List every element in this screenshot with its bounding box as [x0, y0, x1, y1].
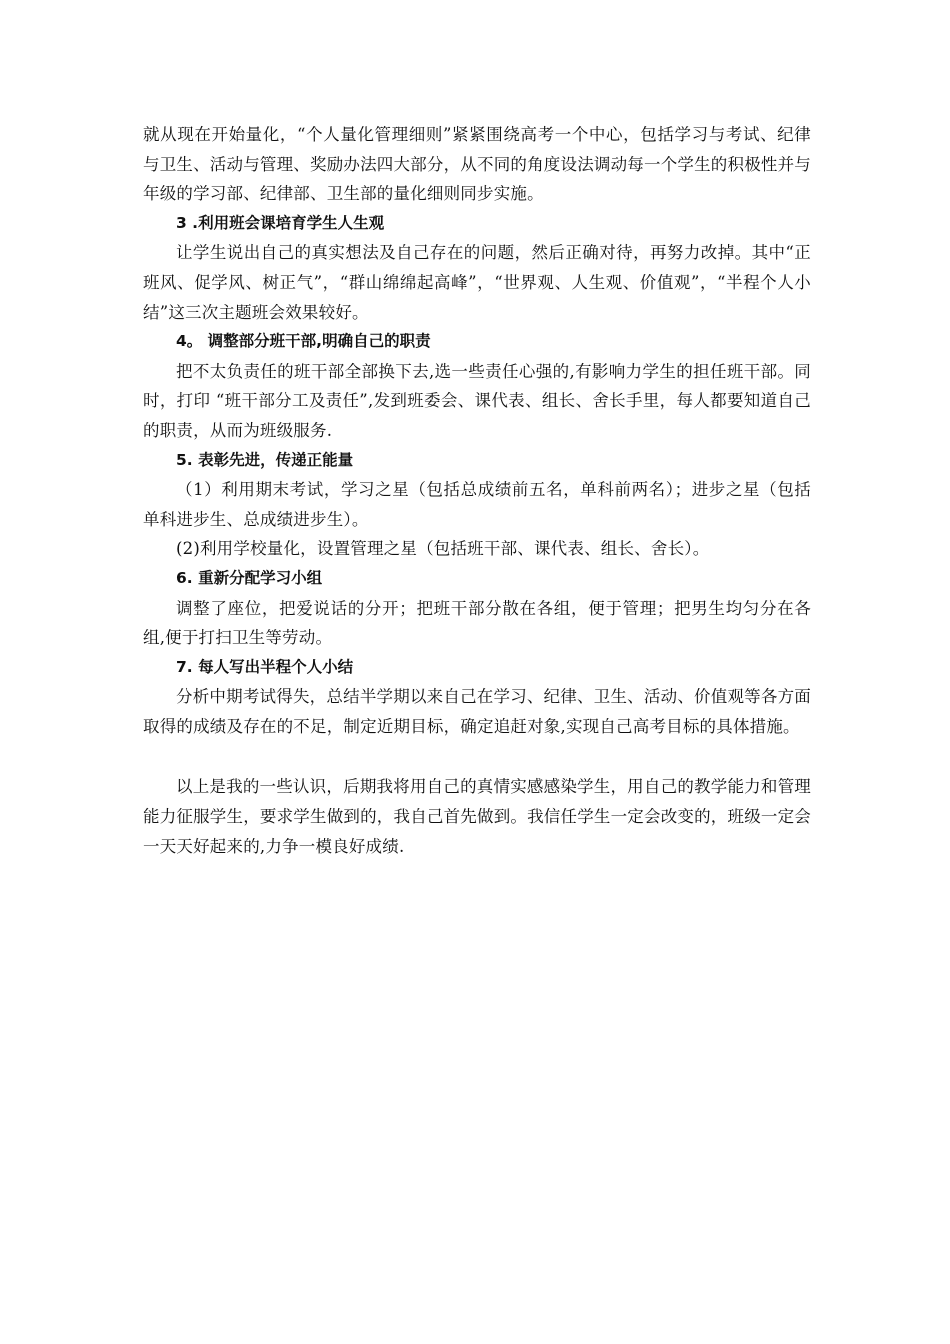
- heading-class-cadres: 4。 调整部分班干部,明确自己的职责: [176, 332, 431, 351]
- document-body: [143, 120, 811, 861]
- heading-class-meeting: 3 .利用班会课培育学生人生观: [176, 213, 385, 232]
- paragraph-quantification: 就从现在开始量化，“个人量化管理细则”紧紧围绕高考一个中心，包括学习与考试、纪律与卫生、活动与管理、奖励办法四大部分，从不同的角度设法调动每一个学生的积极性并与年级的学习部、纪律部、卫生部的量化细则同步实施。: [143, 125, 811, 204]
- paragraph-personal-summary: 分析中期考试得失，总结半学期以来自己在学习、纪律、卫生、活动、价值观等各方面取得的成绩及存在的不足，制定近期目标，确定追赶对象,实现自己高考目标的具体措施。: [143, 687, 811, 736]
- paragraph-study-groups: 调整了座位，把爱说话的分开；把班干部分散在各组，便于管理；把男生均匀分在各组,便于打扫卫生等劳动。: [143, 598, 811, 648]
- paragraph-commendation-1: （1）利用期末考试，学习之星（包括总成绩前五名，单科前两名）；进步之星（包括单科进步生、总成绩进步生）。: [143, 480, 811, 529]
- heading-personal-summary: 7. 每人写出半程个人小结: [176, 657, 354, 676]
- heading-study-groups: 6. 重新分配学习小组: [176, 568, 323, 587]
- paragraph-spacer: [143, 741, 811, 772]
- heading-commendation: 5. 表彰先进，传递正能量: [176, 450, 354, 469]
- paragraph-conclusion: 以上是我的一些认识，后期我将用自己的真情实感感染学生，用自己的教学能力和管理能力征服学生，要求学生做到的，我自己首先做到。我信任学生一定会改变的，班级一定会一天天好起来的,力争一模良好成绩.: [143, 777, 811, 856]
- paragraph-commendation-2: (2)利用学校量化，设置管理之星（包括班干部、课代表、组长、舍长）。: [176, 539, 710, 559]
- paragraph-class-cadres: 把不太负责任的班干部全部换下去,选一些责任心强的,有影响力学生的担任班干部。同时，打印 “班干部分工及责任”,发到班委会、课代表、组长、舍长手里，每人都要知道自己的职责，从而为班级服务.: [143, 361, 811, 440]
- paragraph-class-meeting: 让学生说出自己的真实想法及自己存在的问题，然后正确对待，再努力改掉。其中“正班风、促学风、树正气”，“群山绵绵起高峰”，“世界观、人生观、价值观”，“半程个人小结”这三次主题班会效果较好。: [143, 243, 811, 322]
